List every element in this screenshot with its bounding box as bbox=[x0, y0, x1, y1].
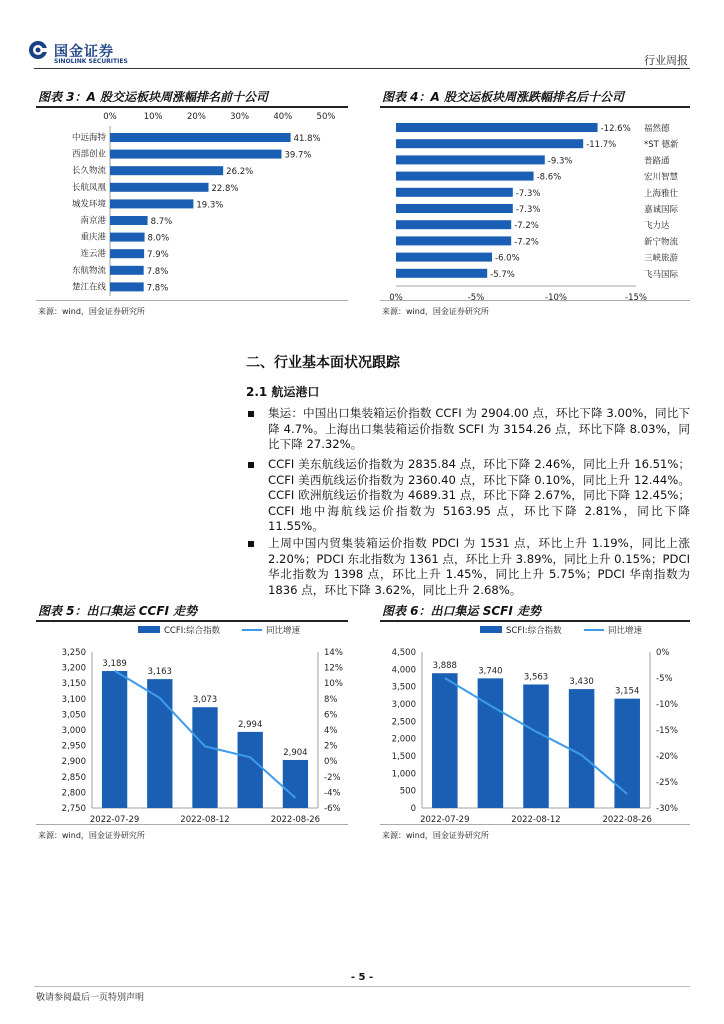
bullet-text: 集运：中国出口集装箱运价指数 CCFI 为 2904.00 点，环比下降 3.00%，同比下降 4.7%。上海出口集装箱运价指数 SCFI 为 3154.26 点，环比下降 8.03%，同比下降 27.32%。 bbox=[268, 406, 690, 452]
x-tick-label: 10% bbox=[143, 112, 163, 122]
x-tick-label: 40% bbox=[273, 112, 293, 122]
y2-tick-label: -30% bbox=[656, 804, 678, 814]
company-logo-icon bbox=[28, 40, 48, 60]
y-tick-label: 3,150 bbox=[61, 679, 86, 690]
y-tick-label: 2,500 bbox=[391, 717, 416, 728]
data-label: 2,994 bbox=[238, 719, 263, 730]
data-label: 39.7% bbox=[284, 150, 312, 161]
x-tick-label: 50% bbox=[316, 112, 336, 122]
x-tick-label: 30% bbox=[230, 112, 250, 122]
x-tick-label: -10% bbox=[545, 293, 567, 300]
bar bbox=[102, 671, 127, 808]
legend-label: 同比增速 bbox=[266, 626, 301, 636]
data-label: 3,563 bbox=[523, 672, 549, 683]
y2-tick-label: -4% bbox=[324, 788, 341, 799]
x-tick-label: 2022-07-29 bbox=[89, 815, 140, 824]
y-tick-label: 3,000 bbox=[61, 726, 86, 736]
y2-tick-label: -2% bbox=[324, 772, 341, 783]
fig3-title: 图表 3：A 股交运板块周涨幅排名前十公司 bbox=[38, 90, 268, 104]
bar bbox=[396, 188, 513, 197]
category-label: 南京港 bbox=[80, 216, 106, 226]
bar bbox=[110, 133, 291, 142]
y2-tick-label: -15% bbox=[656, 726, 678, 736]
bar bbox=[110, 249, 144, 258]
y2-tick-label: 4% bbox=[324, 726, 338, 736]
bar bbox=[523, 684, 549, 808]
y2-tick-label: 8% bbox=[324, 694, 338, 705]
y-tick-label: 2,900 bbox=[61, 757, 86, 768]
category-label: 新宁物流 bbox=[644, 237, 679, 248]
bar bbox=[110, 199, 193, 208]
category-label: 飞力达 bbox=[644, 221, 670, 232]
y2-tick-label: -10% bbox=[656, 700, 678, 710]
category-label: 嘉诚国际 bbox=[644, 205, 679, 215]
data-label: 41.8% bbox=[293, 134, 321, 144]
fig6-bottom-rule bbox=[380, 824, 690, 825]
legend-bar-swatch bbox=[480, 626, 502, 633]
data-label: -6.0% bbox=[495, 253, 520, 264]
subsection-title: 2.1 航运港口 bbox=[246, 385, 320, 399]
y2-tick-label: 14% bbox=[324, 648, 343, 658]
bar bbox=[396, 236, 511, 245]
y-tick-label: 2,750 bbox=[61, 804, 86, 814]
y-tick-label: 2,000 bbox=[391, 734, 416, 745]
report-type: 行业周报 bbox=[644, 54, 688, 67]
y-tick-label: 2,950 bbox=[61, 741, 86, 752]
y2-tick-label: 0% bbox=[324, 757, 338, 768]
data-label: 7.8% bbox=[146, 283, 169, 294]
disclaimer-note: 敬请参阅最后一页特别声明 bbox=[36, 993, 145, 1003]
category-label: 西部创业 bbox=[71, 149, 106, 160]
data-label: 2,904 bbox=[283, 747, 308, 758]
category-label: 东航物流 bbox=[71, 265, 106, 276]
data-label: 22.8% bbox=[211, 183, 239, 194]
category-label: 城发环境 bbox=[71, 199, 106, 210]
data-label: -9.3% bbox=[547, 156, 573, 167]
x-tick-label: 0% bbox=[389, 293, 403, 300]
header-divider bbox=[34, 68, 690, 69]
y-tick-label: 1,500 bbox=[391, 752, 416, 762]
y-tick-label: 4,500 bbox=[391, 648, 416, 658]
data-label: -7.3% bbox=[515, 188, 541, 199]
y2-tick-label: -5% bbox=[656, 674, 673, 684]
fig5-bottom-rule bbox=[36, 824, 348, 825]
x-tick-label: 2022-08-12 bbox=[180, 815, 230, 824]
data-label: 3,430 bbox=[569, 677, 594, 688]
category-label: 重庆港 bbox=[80, 232, 106, 243]
y-tick-label: 1,000 bbox=[391, 769, 416, 780]
x-tick-label: -5% bbox=[467, 293, 485, 300]
bar bbox=[110, 183, 208, 192]
x-tick-label: 2022-08-26 bbox=[602, 815, 652, 824]
logo-text: 国金证券 bbox=[54, 44, 114, 60]
y2-tick-label: 12% bbox=[324, 663, 343, 674]
category-label: 长久物流 bbox=[71, 166, 106, 177]
bullet-square-icon bbox=[248, 411, 254, 417]
logo-english: SINOLINK SECURITIES bbox=[54, 58, 128, 65]
fig4-chart bbox=[380, 108, 690, 300]
bar bbox=[283, 760, 308, 808]
bar bbox=[396, 204, 513, 213]
fig3-bottom-rule bbox=[36, 300, 348, 301]
fig3-chart bbox=[36, 108, 348, 300]
data-label: -5.7% bbox=[490, 269, 515, 280]
category-label: 连云港 bbox=[80, 249, 106, 260]
category-label: 飞马国际 bbox=[644, 269, 679, 280]
x-tick-label: 20% bbox=[186, 112, 206, 122]
data-label: -7.3% bbox=[515, 205, 541, 215]
fig6-chart bbox=[380, 622, 690, 824]
bar bbox=[110, 150, 282, 159]
fig4-source: 来源：wind，国金证券研究所 bbox=[382, 307, 489, 316]
y-tick-label: 4,000 bbox=[391, 665, 416, 676]
bar bbox=[396, 123, 598, 132]
bar bbox=[396, 155, 545, 164]
y2-tick-label: -6% bbox=[324, 804, 341, 814]
y2-tick-label: -20% bbox=[656, 752, 678, 762]
bullet-item bbox=[246, 457, 690, 535]
category-label: 普路通 bbox=[644, 156, 670, 167]
bullet-square-icon bbox=[248, 462, 254, 468]
bar bbox=[396, 139, 583, 148]
y2-tick-label: 10% bbox=[324, 679, 343, 690]
bullet-text: CCFI 美东航线运价指数为 2835.84 点，环比下降 2.46%，同比上升 16.51%；CCFI 美西航线运价指数为 2360.40 点，环比下降 0.10%，同比上升 12.44%。CCFI 欧洲航线运价指数为 4689.31 点，环比下降 2.67%，同比下降 12.45%；CCFI 地中海航线运价指数为 5163.95 点，环比下降 2.81%，同比下降 11.55%。 bbox=[268, 457, 690, 534]
bullet-item bbox=[246, 536, 690, 598]
bar bbox=[110, 216, 148, 225]
y2-tick-label: -25% bbox=[656, 778, 678, 788]
y-tick-label: 3,500 bbox=[391, 682, 416, 693]
data-label: 3,154 bbox=[615, 686, 640, 697]
category-label: 上海雅仕 bbox=[644, 188, 679, 199]
y-tick-label: 500 bbox=[399, 786, 416, 797]
category-label: 中远海特 bbox=[71, 133, 106, 143]
bar bbox=[432, 673, 458, 808]
data-label: 3,073 bbox=[192, 695, 218, 706]
fig6-title: 图表 6：出口集运 SCFI 走势 bbox=[382, 604, 541, 618]
fig5-title: 图表 5：出口集运 CCFI 走势 bbox=[38, 604, 198, 618]
x-tick-label: 0% bbox=[103, 112, 117, 122]
bar bbox=[110, 282, 144, 291]
bar bbox=[238, 732, 263, 808]
y2-tick-label: 2% bbox=[324, 741, 338, 752]
x-tick-label: 2022-07-29 bbox=[420, 815, 470, 824]
bar bbox=[110, 233, 145, 242]
data-label: -12.6% bbox=[600, 124, 631, 134]
x-tick-label: -15% bbox=[625, 293, 647, 300]
category-label: *ST 德新 bbox=[644, 140, 679, 151]
bar bbox=[396, 172, 534, 181]
bullet-item bbox=[246, 406, 690, 453]
y-tick-label: 2,850 bbox=[61, 772, 86, 783]
bar bbox=[614, 699, 640, 808]
y-tick-label: 2,800 bbox=[61, 788, 86, 799]
data-label: 19.3% bbox=[196, 200, 224, 211]
category-label: 福然德 bbox=[644, 124, 670, 134]
bar bbox=[478, 678, 504, 808]
fig5-source: 来源：wind，国金证券研究所 bbox=[38, 831, 145, 840]
data-label: -8.6% bbox=[536, 172, 562, 183]
data-label: 3,740 bbox=[478, 666, 503, 677]
y2-tick-label: 6% bbox=[324, 710, 338, 721]
y-tick-label: 3,200 bbox=[61, 663, 86, 674]
fig4-bottom-rule bbox=[380, 300, 690, 301]
data-label: -11.7% bbox=[586, 140, 617, 151]
data-label: 3,888 bbox=[432, 661, 457, 672]
category-label: 三峡旅游 bbox=[644, 253, 679, 264]
legend-label: CCFI:综合指数 bbox=[164, 626, 221, 636]
category-label: 楚江在线 bbox=[71, 282, 106, 293]
bullet-text: 上周中国内贸集装箱运价指数 PDCI 为 1531 点，环比上升 1.19%，同比上涨 2.20%；PDCI 东北指数为 1361 点，环比上升 3.89%，同比上升 0.15%；PDCI 华北指数为 1398 点，环比上升 1.45%，同比上升 5.75%；PDCI 华南指数为 1836 点，环比下降 3.62%，同比上升 2.68%。 bbox=[268, 536, 690, 597]
fig6-source: 来源：wind，国金证券研究所 bbox=[382, 831, 489, 840]
section-title: 二、行业基本面状况跟踪 bbox=[246, 355, 400, 371]
data-label: 7.8% bbox=[146, 266, 169, 277]
data-label: 3,163 bbox=[147, 667, 172, 678]
bar bbox=[396, 220, 511, 229]
data-label: 8.7% bbox=[150, 217, 173, 227]
legend-label: 同比增速 bbox=[608, 626, 643, 636]
page-number: - 5 - bbox=[350, 972, 374, 983]
fig5-chart bbox=[36, 622, 348, 824]
x-tick-label: 2022-08-26 bbox=[270, 815, 321, 824]
fig3-source: 来源：wind，国金证券研究所 bbox=[38, 307, 145, 316]
y-tick-label: 3,000 bbox=[391, 700, 416, 710]
category-label: 宏川智慧 bbox=[644, 172, 679, 183]
bullet-square-icon bbox=[248, 541, 254, 547]
bar bbox=[192, 707, 217, 808]
category-label: 长航凤凰 bbox=[71, 182, 106, 193]
y-tick-label: 0 bbox=[410, 804, 416, 814]
x-tick-label: 2022-08-12 bbox=[511, 815, 561, 824]
data-label: -7.2% bbox=[514, 237, 539, 248]
y-tick-label: 3,250 bbox=[61, 648, 86, 658]
y-tick-label: 3,100 bbox=[61, 694, 86, 705]
data-label: 8.0% bbox=[147, 233, 170, 244]
bar bbox=[110, 266, 144, 275]
legend-bar-swatch bbox=[138, 626, 160, 633]
data-label: 7.9% bbox=[147, 250, 169, 261]
bar bbox=[396, 253, 492, 262]
bar bbox=[569, 689, 595, 808]
footer-divider bbox=[34, 986, 690, 987]
y-tick-label: 3,050 bbox=[61, 710, 86, 721]
legend-label: SCFI:综合指数 bbox=[506, 626, 562, 636]
fig4-title: 图表 4：A 股交运板块周涨跌幅排名后十公司 bbox=[382, 90, 624, 104]
data-label: 3,189 bbox=[102, 659, 127, 670]
data-label: 26.2% bbox=[226, 167, 254, 178]
bar bbox=[110, 166, 223, 175]
y2-tick-label: 0% bbox=[656, 648, 670, 658]
bar bbox=[396, 269, 487, 278]
data-label: -7.2% bbox=[514, 221, 539, 232]
